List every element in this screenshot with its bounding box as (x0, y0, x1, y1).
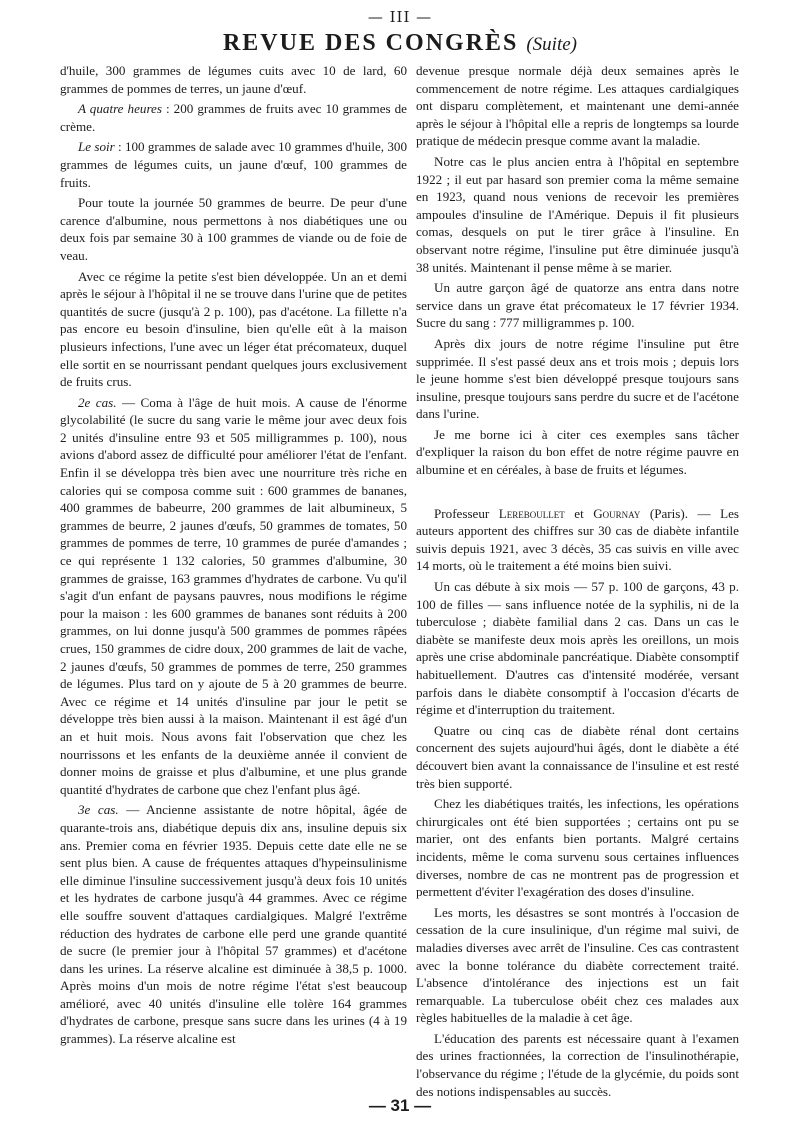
paragraph-lead: Le soir (78, 139, 115, 155)
paragraph: Après dix jours de notre régime l'insuline put être supprimée. Il s'est passé deux ans et trois mois ; depuis lors le jeune homme s'est bien développé presque toujours sans insuline, presque toujours sans perdre du sucre et de l'acétone dans l'urine. (416, 335, 739, 422)
roman-page-number: — III — (367, 8, 433, 26)
paragraph: Je me borne ici à citer ces exemples sans tâcher d'expliquer la raison du bon effet de notre régime pauvre en albumine et en céréales, à base de fruits et légumes. (416, 426, 739, 478)
paragraph-text: — Ancienne assistante de notre hôpital, âgée de quarante-trois ans, diabétique depuis dix ans, insuline depuis six ans. Premier coma en février 1935. Depuis cette date elle ne se sent plus bien. A cause de fréquentes attaques d'hypeinsulinisme elle diminue l'insuline successivement jusqu'à deux fois 10 unités et les hydrates de carbone jusqu'à 44 grammes. Avec ce régime elle souffre souvent d'attaques cardialgiques. Malgré l'extrême réduction des hydrates de carbone elle perd une grande quantité de sucre (le premier jour à l'hôpital 57 grammes) et d'acétone dans les urines. La réserve alcaline est diminuée à 38,5 p. 1000. Après moins d'un mois de notre régime l'état s'est beaucoup amélioré, avec 40 unités d'insuline elle tolère 164 grammes d'hydrates de carbone, presque sans sucre dans les urines (4 à 19 grammes). La réserve alcaline est (60, 802, 407, 1047)
page-number: — 31 — (368, 1096, 432, 1115)
paragraph-text: — Coma à l'âge de huit mois. A cause de l'énorme glycolabilité (le sucre du sang varie le même jour avec deux fois 2 unités d'insuline entre 93 et 505 milligrammes p. 100), nous avions d'abord assez de difficulté pour améliorer l'état de l'enfant. Enfin il se développa très bien avec une nourriture très riche en calories qui se composa comme suit : 600 grammes de bananes, 400 grammes de babeurre, 200 grammes de lait albumineux, 5 grammes de beurre, 2 jaunes d'œufs, 50 grammes de tomates, 50 grammes de pommes de terre, 10 grammes de purée d'amandes ; ce qui représente 1 132 calories, 50 grammes d'albumine, 30 grammes de graisse, 163 grammes d'hydrates de carbone. Vu qu'il s'agit d'un enfant de paysans pauvres, nous modifions le régime pour la maison : les 600 grammes de bananes sont réduits à 200 grammes, on lui donne jusqu'à 500 grammes de pommes râpées crues, 150 grammes de cidre doux, 200 grammes de lait de vache, 2 jaunes d'œufs, 50 grammes de pommes de terre, 250 grammes de légumes. Plus tard on y ajoute de 5 à 20 grammes de beurre. Avec ce régime et 14 unités d'insuline par jour le petit se développe très bien aussi à la maison. Maintenant il est âgé d'un an et huit mois. Nous avons fait l'observation que chez les nourrissons et les enfants de la deuxième année il convient de donner moins de graisse et plus d'albumine, et une plus grande quantité d'hydrates de carbone que chez l'enfant plus âgé. (60, 394, 407, 797)
author-name: Gournay (593, 505, 641, 521)
paragraph: Chez les diabétiques traités, les infections, les opérations chirurgicales ont été bien supportées ; certains ont pu se marier, ont des enfants bien portants. Malgré certains incidents, même le coma survenu sous certaines influences diverses, nombre de cas ne montrent pas de progression et permettent d'éviter l'exagération des doses d'insuline. (416, 796, 739, 900)
paragraph: Un autre garçon âgé de quatorze ans entra dans notre service dans un grave état précomateux le 17 février 1934. Sucre du sang : 777 milligrammes p. 100. (416, 280, 739, 331)
suite-label: (Suite) (526, 34, 578, 55)
paragraph: Un cas débute à six mois — 57 p. 100 de garçons, 43 p. 100 de filles — sans influence notée de la syphilis, ni de la tuberculose ; diabète familial dans 2 cas. Dans un cas le diabète se manifeste deux mois après les oreillons, un mois après une crise abdominale pancréatique. Diabète consomptif habituellement. D'autres cas d'intensité modérée, versant parfois dans le diabète consomptif à l'occasion d'écarts de régime et d'interruption du traitement. (416, 579, 739, 718)
paragraph-text: : 100 grammes de salade avec 10 grammes d'huile, 300 grammes de légumes cuits, un jaune d'œuf, 100 grammes de fruits. (60, 139, 408, 190)
paragraph-lead: Professeur (434, 505, 499, 521)
journal-title: REVUE DES CONGRÈS (222, 30, 519, 56)
author-name: Lereboullet (498, 505, 565, 521)
paragraph (60, 394, 407, 799)
case-label: 2e cas. (78, 394, 117, 410)
running-head (0, 30, 800, 57)
right-column (416, 62, 739, 1103)
paragraph-text: : 200 grammes de fruits avec 10 grammes de crème. (60, 101, 407, 134)
paragraph: L'éducation des parents est nécessaire quant à l'examen des urines fractionnées, la correction de l'insulinothérapie, l'observance du régime ; l'étude de la glycémie, du poids sont des notions indispensables au succès. (416, 1030, 739, 1099)
paragraph-text: et (564, 505, 594, 521)
paragraph: Notre cas le plus ancien entra à l'hôpital en septembre 1922 ; il eut par hasard son premier coma la même semaine en 1923, quand nous venions de recevoir les premières ampoules d'insuline de l'Amérique. Depuis il fit plusieurs comas, desquels on put le tirer grâce à l'insuline. En observant notre régime, l'insuline put être diminuée jusqu'à 38 unités. Maintenant il pense même à se marier. (416, 153, 739, 275)
paragraph: Avec ce régime la petite s'est bien développée. Un an et demi après le séjour à l'hôpital il ne se trouve dans l'urine que de petites quantités de sucre (jusqu'à 2 p. 100), pas d'acétone. La fillette n'a pas encore eu besoin d'insuline, bien qu'elle eût à la maison plusieurs infections, l'une avec un léger état précomateux, duquel elle sortit en se nourrissant pendant quelques jours exclusivement de fruits crus. (60, 268, 407, 390)
paragraph (416, 505, 739, 575)
paragraph (60, 138, 407, 191)
left-column (60, 62, 407, 1051)
case-label: 3e cas. (78, 802, 119, 818)
paragraph: devenue presque normale déjà deux semaines après le commencement de notre régime. Les attaques cardialgiques ont disparu complètement, et maintenant une demi-année après le séjour à l'hôpital elle a repris de longtemps sa lourde pratique de médecin presque comme avant la maladie. (416, 63, 739, 149)
paragraph (60, 801, 407, 1047)
paragraph-lead: A quatre heures (78, 101, 162, 117)
paragraph: Quatre ou cinq cas de diabète rénal dont certains concernent des sujets aujourd'hui âgés, dont le diabète a été découvert bien avant la connaissance de l'insuline et est resté très bien supporté. (416, 722, 739, 791)
paragraph: d'huile, 300 grammes de légumes cuits avec 10 de lard, 60 grammes de pommes de terres, un jaune d'œuf. (60, 63, 407, 96)
paragraph-text: (Paris). — Les auteurs apportent des chiffres sur 30 cas de diabète infantile suivis depuis 1921, avec 3 décès, 35 cas suivis en ville avec 14 morts, où le traitement a été moins bien suivi. (416, 505, 739, 574)
paragraph: Pour toute la journée 50 grammes de beurre. De peur d'une carence d'albumine, nous permettons à nos diabétiques une ou deux fois par semaine 30 à 100 grammes de viande ou de foie de veau. (60, 195, 407, 263)
paragraph: Les morts, les désastres se sont montrés à l'occasion de cessation de la cure insulinique, d'un régime mal suivi, de maladies diverses avec arrêt de l'insuline. Ces cas contrastent avec la bonne tolérance du diabète correctement traité. L'absence d'intolérance des injections est un fait remarquable. La tuberculose obéit chez ces malades aux règles habituelles de la maladie à cet âge. (416, 904, 739, 1026)
paragraph (60, 100, 407, 135)
